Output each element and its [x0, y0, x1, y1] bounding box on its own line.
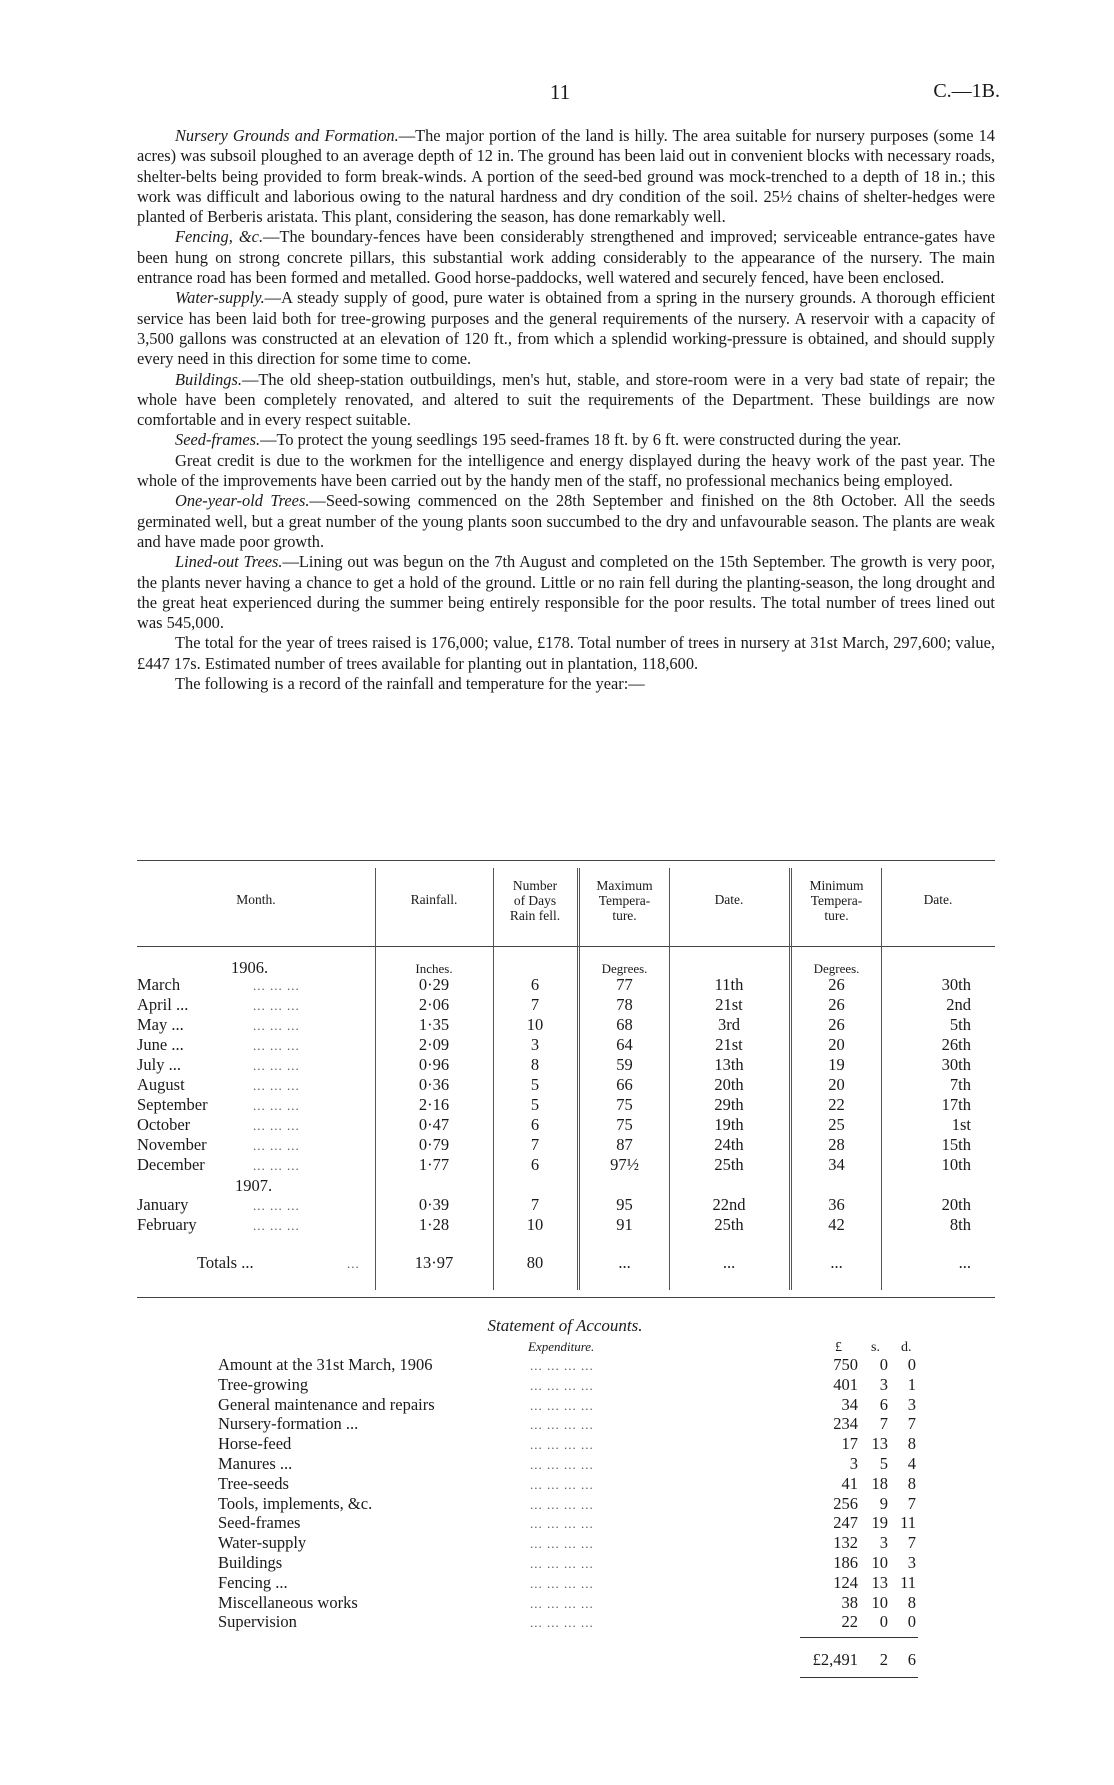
table-cell-month: November [137, 1135, 207, 1154]
account-pounds: 234 [833, 1414, 858, 1434]
total-underline [800, 1677, 918, 1678]
table-cell-month: May ... [137, 1015, 184, 1034]
account-shillings: 7 [879, 1414, 888, 1434]
table-cell-date1: 21st [715, 1035, 743, 1054]
account-shillings: 3 [879, 1533, 888, 1553]
table-cell-date2: 30th [941, 1055, 971, 1074]
table-cell-date1: 13th [714, 1055, 744, 1074]
paragraph-heading: Seed-frames. [175, 430, 261, 450]
paragraph [137, 451, 995, 492]
account-pence: 3 [907, 1553, 916, 1572]
paragraph-text: Great credit is due to the workmen for the intelligence and energy displayed during the heavy work of the past year. The whole of the improvements have been carried out by the handy men of the staff, no professional mechanics being employed. [137, 450, 995, 491]
account-shillings: 9 [879, 1493, 888, 1513]
leader-dots: ... ... ... [253, 1138, 300, 1153]
table-cell-date1: 22nd [712, 1195, 746, 1214]
table-cell-date2: 7th [949, 1075, 971, 1094]
leader-dots: ... ... ... ... [530, 1536, 594, 1552]
table-cell-days: 5 [530, 1075, 540, 1094]
table-cell-date1: 20th [714, 1075, 744, 1094]
account-pounds: 41 [841, 1473, 858, 1493]
table-cell-max: 97½ [610, 1155, 639, 1174]
table-cell-rain: 2·16 [418, 1095, 450, 1114]
table-cell-max: 64 [616, 1035, 633, 1054]
account-item-label: Seed-frames [218, 1513, 301, 1533]
account-pence: 8 [907, 1434, 916, 1454]
account-pounds: 124 [833, 1572, 858, 1592]
paragraph [137, 674, 995, 694]
table-cell-days: 5 [530, 1095, 540, 1114]
leader-dots: ... ... ... ... [530, 1358, 594, 1373]
account-pounds: 17 [841, 1434, 858, 1454]
unit-min: Degrees. [813, 961, 860, 976]
account-item-label: Miscellaneous works [218, 1592, 358, 1612]
account-pounds: 247 [833, 1513, 858, 1533]
table-cell-date2: 17th [941, 1095, 971, 1114]
table-totals-rain: 13·97 [414, 1253, 454, 1272]
header-min [792, 878, 881, 923]
table-cell-min: 19 [828, 1055, 845, 1074]
paragraph-text: The following is a record of the rainfall and temperature for the year:— [175, 674, 645, 694]
table-top-rule [137, 860, 995, 861]
table-cell-max: 66 [616, 1075, 633, 1094]
table-cell-days: 7 [530, 1195, 540, 1214]
leader-dots: ... ... ... ... [530, 1437, 594, 1453]
leader-dots: ... ... ... ... [530, 1417, 594, 1433]
account-pence: 7 [907, 1493, 916, 1513]
paragraph-text: —The old sheep-station outbuildings, men's hut, stable, and store-room were in a very bad state of repair; the whole have been completely renovated, and altered to suit the requirements of the Department. These buildings are now comfortable and in every respect suitable. [137, 369, 995, 430]
account-item-label: Nursery-formation ... [218, 1414, 359, 1434]
table-cell-date1: 21st [715, 995, 743, 1014]
table-cell-min: 26 [828, 1015, 845, 1034]
account-shillings: 3 [879, 1374, 888, 1394]
account-pounds: 401 [833, 1374, 858, 1394]
account-pence: 7 [907, 1414, 916, 1434]
table-cell-date2: 26th [941, 1035, 971, 1054]
leader-dots: ... ... ... [253, 1058, 300, 1073]
leader-dots: ... ... ... [253, 1118, 300, 1133]
table-cell-min: 26 [828, 995, 845, 1014]
paragraph-text: —Seed-sowing commenced on the 28th September and finished on the 8th October. All the seeds germinated well, but a great number of the young plants soon succumbed to the dry and unfavourable season. The plants are weak and have made poor growth. [137, 491, 995, 551]
leader-dots: ... ... ... [253, 998, 300, 1013]
header-date-min: Date. [923, 892, 953, 907]
account-item-label: Tree-growing [218, 1374, 309, 1394]
account-pounds: 34 [841, 1394, 858, 1414]
table-cell-date1: 3rd [718, 1015, 740, 1034]
account-pounds: 186 [833, 1553, 858, 1572]
account-shillings: 6 [879, 1394, 888, 1414]
table-cell-date1: 19th [714, 1115, 744, 1134]
account-pence: 4 [907, 1454, 916, 1473]
table-cell-date2: 2nd [946, 995, 971, 1014]
paragraph-heading: Nursery Grounds and Formation. [175, 126, 399, 145]
leader-dots: ... ... ... [253, 1018, 300, 1033]
table-totals-label: Totals ... [197, 1253, 254, 1272]
table-totals-date1: ... [722, 1253, 736, 1272]
account-shillings: 0 [879, 1355, 888, 1374]
account-item-label: Tools, implements, &c. [218, 1493, 373, 1513]
table-cell-days: 6 [530, 1115, 540, 1134]
paragraph-text: —Lining out was begun on the 7th August and completed on the 15th September. The growth is very poor, the plants never having a chance to get a hold of the ground. Little or no rain fell during the planting-season, the long drought and the great heat experienced during the summer being entirely responsible for the poor results. The total number of trees lined out was 545,000. [137, 552, 995, 633]
table-header-rule [137, 946, 995, 947]
table-cell-month: April ... [137, 995, 189, 1014]
account-pounds: 256 [833, 1493, 858, 1513]
table-cell-days: 8 [530, 1055, 540, 1074]
table-totals-days: 80 [526, 1253, 544, 1272]
accounts-title: Statement of Accounts. [487, 1316, 643, 1335]
account-item-label: Water-supply [218, 1533, 307, 1553]
account-shillings: 13 [871, 1572, 888, 1592]
header-min-line: Minimum [809, 878, 864, 893]
table-cell-min: 34 [828, 1155, 845, 1174]
paragraph [137, 227, 995, 288]
page-number: 11 [549, 80, 571, 104]
table-cell-date1: 25th [714, 1155, 744, 1174]
table-cell-max: 59 [616, 1055, 633, 1074]
paragraph [137, 552, 995, 633]
leader-dots: ... ... ... ... [530, 1615, 594, 1631]
paragraph [137, 491, 995, 552]
account-pounds: 38 [841, 1592, 858, 1612]
account-shillings: 10 [871, 1592, 888, 1612]
table-cell-days: 7 [530, 995, 540, 1014]
paragraph-heading: Water-supply. [175, 288, 265, 308]
header-max-line: ture. [612, 908, 637, 923]
table-cell-max: 78 [616, 995, 633, 1014]
table-cell-date2: 20th [941, 1195, 971, 1214]
table-cell-date1: 11th [714, 975, 744, 994]
header-days [493, 878, 577, 923]
table-cell-days: 7 [530, 1135, 540, 1154]
account-pounds: 750 [833, 1355, 858, 1374]
table-cell-month: September [137, 1095, 208, 1114]
year-label: 1907. [235, 1176, 273, 1195]
leader-dots: ... ... ... [253, 1158, 300, 1173]
header-max-line: Tempera- [598, 893, 651, 908]
table-cell-max: 91 [616, 1215, 633, 1234]
paragraph [137, 633, 995, 674]
account-item-label: General maintenance and repairs [218, 1394, 435, 1414]
table-cell-rain: 0·29 [418, 975, 450, 994]
table-cell-rain: 2·06 [418, 995, 450, 1014]
table-cell-min: 28 [828, 1135, 845, 1154]
table-totals-max: ... [618, 1253, 631, 1272]
account-item-label: Buildings [218, 1553, 283, 1572]
paragraph-text: —The boundary-fences have been considerably strengthened and improved; serviceable entrance-gates have been hung on strong concrete pillars, this substantial work adding considerably to the appearance of the nursery. The main entrance road has been formed and metalled. Good horse-paddocks, well watered and securely fenced, have been enclosed. [137, 227, 995, 288]
account-item-label: Supervision [218, 1612, 297, 1632]
header-min-line: Tempera- [810, 893, 863, 908]
table-cell-date1: 25th [714, 1215, 744, 1234]
table-cell-rain: 0·79 [418, 1135, 450, 1154]
leader-dots: ... ... ... ... [530, 1476, 594, 1492]
table-cell-date2: 8th [949, 1215, 971, 1234]
account-pence: 11 [900, 1572, 916, 1592]
account-shillings: 18 [871, 1473, 888, 1493]
table-cell-date1: 29th [714, 1095, 744, 1114]
paragraph-heading: One-year-old Trees. [175, 491, 310, 511]
leader-dots: ... ... ... ... [530, 1595, 594, 1611]
table-cell-date2: 10th [941, 1155, 971, 1174]
account-shillings: 13 [871, 1434, 888, 1454]
account-item-label: Fencing ... [218, 1572, 288, 1592]
table-totals-min: ... [830, 1253, 843, 1272]
table-cell-month: March [137, 975, 181, 994]
table-cell-min: 20 [828, 1035, 845, 1054]
leader-dots: ... ... ... [253, 978, 300, 993]
table-cell-date2: 30th [941, 975, 971, 994]
account-pence: 1 [907, 1374, 916, 1394]
year-label: 1906. [231, 958, 269, 977]
account-pounds: 22 [841, 1612, 858, 1632]
total-shillings: 2 [879, 1650, 888, 1669]
table-cell-min: 26 [828, 975, 845, 994]
total-pence: 6 [907, 1650, 916, 1669]
table-cell-min: 36 [828, 1195, 845, 1214]
account-pence: 8 [907, 1592, 916, 1612]
account-pence: 8 [907, 1473, 916, 1493]
header-days-line: Rain fell. [509, 908, 561, 923]
total-rule [800, 1637, 918, 1638]
paragraph [137, 126, 995, 227]
header-max-line: Maximum [596, 878, 653, 893]
account-pence: 0 [907, 1612, 916, 1632]
table-cell-month: October [137, 1115, 191, 1134]
pounds-label: £ [835, 1340, 842, 1355]
table-bottom-rule [137, 1297, 995, 1298]
table-cell-date2: 5th [949, 1015, 971, 1034]
paragraph-heading: Lined-out Trees. [175, 552, 283, 572]
table-cell-date2: 15th [941, 1135, 971, 1154]
unit-rainfall: Inches. [415, 961, 453, 976]
total-pounds: £2,491 [812, 1650, 858, 1669]
table-cell-days: 6 [530, 975, 540, 994]
paragraph-heading: Buildings. [175, 369, 242, 389]
account-item-label: Tree-seeds [218, 1473, 289, 1493]
paragraph-heading: Fencing, &c. [175, 227, 264, 247]
table-cell-rain: 1·35 [418, 1015, 450, 1034]
paragraph [137, 370, 995, 431]
table-cell-min: 25 [828, 1115, 845, 1134]
table-cell-month: August [137, 1075, 185, 1094]
account-item-label: Manures ... [218, 1454, 293, 1473]
leader-dots: ... ... ... [253, 1038, 300, 1053]
account-pounds: 3 [849, 1454, 858, 1473]
table-cell-max: 68 [616, 1015, 633, 1034]
account-item-label: Horse-feed [218, 1434, 292, 1454]
document-reference: C.—1B. [933, 80, 1000, 102]
paragraph-text: The total for the year of trees raised is 176,000; value, £178. Total number of trees in nursery at 31st March, 297,600; value, £447 17s. Estimated number of trees available for planting out in plantation, 118,600. [137, 633, 995, 673]
leader-dots: ... ... ... ... [530, 1377, 594, 1393]
table-cell-days: 10 [526, 1215, 544, 1234]
header-days-line: of Days [513, 893, 557, 908]
table-cell-month: December [137, 1155, 205, 1174]
account-pence: 11 [900, 1513, 916, 1533]
unit-max: Degrees. [601, 961, 648, 976]
table-cell-max: 87 [616, 1135, 633, 1154]
table-cell-month: July ... [137, 1055, 182, 1074]
table-cell-days: 3 [530, 1035, 540, 1054]
header-month: Month. [236, 892, 276, 907]
leader-dots: ... [347, 1256, 360, 1271]
paragraph-text: —A steady supply of good, pure water is obtained from a spring in the nursery grounds. A thorough efficient service has been laid both for tree-growing purposes and the general requirements of the nursery. A reservoir with a capacity of 3,500 gallons was constructed at an elevation of 120 ft., from which a splendid working-pressure is obtained, and should supply every need in this direction for some time to come. [137, 288, 995, 369]
paragraph-text: —To protect the young seedlings 195 seed-frames 18 ft. by 6 ft. were constructed during the year. [260, 430, 902, 450]
report-body [137, 126, 995, 694]
table-totals-date2: ... [958, 1253, 971, 1272]
table-cell-max: 75 [616, 1115, 633, 1134]
account-pence: 3 [907, 1394, 916, 1414]
header-min-line: ture. [824, 908, 849, 923]
table-cell-month: February [137, 1215, 197, 1234]
header-max [580, 878, 669, 923]
table-cell-max: 77 [616, 975, 633, 994]
header-rainfall: Rainfall. [410, 892, 458, 907]
account-shillings: 10 [871, 1553, 888, 1572]
table-cell-rain: 0·36 [418, 1075, 450, 1094]
account-pounds: 132 [833, 1533, 858, 1553]
table-cell-min: 42 [828, 1215, 845, 1234]
leader-dots: ... ... ... [253, 1198, 300, 1213]
table-cell-min: 22 [828, 1095, 845, 1114]
leader-dots: ... ... ... ... [530, 1457, 594, 1472]
table-cell-rain: 0·39 [418, 1195, 450, 1214]
leader-dots: ... ... ... ... [530, 1516, 594, 1532]
table-cell-rain: 0·47 [418, 1115, 450, 1134]
shillings-label: s. [871, 1340, 880, 1355]
table-cell-min: 20 [828, 1075, 845, 1094]
table-cell-month: January [137, 1195, 189, 1214]
account-shillings: 19 [871, 1513, 888, 1533]
leader-dots: ... ... ... ... [530, 1575, 594, 1591]
account-shillings: 0 [879, 1612, 888, 1632]
table-cell-max: 95 [616, 1195, 633, 1214]
leader-dots: ... ... ... [253, 1098, 300, 1113]
table-cell-rain: 1·77 [418, 1155, 450, 1174]
account-pence: 0 [907, 1355, 916, 1374]
leader-dots: ... ... ... [253, 1078, 300, 1093]
table-cell-rain: 1·28 [418, 1215, 450, 1234]
paragraph-text: —The major portion of the land is hilly. The area suitable for nursery purposes (some 14 acres) was subsoil ploughed to an average depth of 12 in. The ground has been laid out in convenient blocks with necessary roads, shelter-belts being provided to form break-winds. A portion of the seed-bed ground was mock-trenched to a depth of 18 in.; this work was difficult and laborious owing to the natural hardness and dry condition of the soil. 25½ chains of shelter-hedges were planted of Berberis aristata. This plant, considering the season, has done remarkably well. [137, 126, 995, 227]
table-cell-rain: 2·09 [418, 1035, 450, 1054]
leader-dots: ... ... ... [253, 1218, 300, 1233]
header-date-max: Date. [714, 892, 744, 907]
rainfall-temperature-table [137, 860, 995, 1302]
table-cell-days: 6 [530, 1155, 540, 1174]
account-item-label: Amount at the 31st March, 1906 [218, 1355, 433, 1374]
paragraph [137, 430, 995, 450]
table-cell-rain: 0·96 [418, 1055, 450, 1074]
table-cell-max: 75 [616, 1095, 633, 1114]
paragraph [137, 288, 995, 369]
leader-dots: ... ... ... ... [530, 1397, 594, 1413]
accounts-subtitle: Expenditure. [528, 1339, 595, 1354]
table-cell-days: 10 [526, 1015, 544, 1034]
leader-dots: ... ... ... ... [530, 1496, 594, 1512]
account-shillings: 5 [879, 1454, 888, 1473]
pence-label: d. [901, 1340, 912, 1355]
table-cell-month: June ... [137, 1035, 184, 1054]
table-cell-date2: 1st [951, 1115, 971, 1134]
table-cell-date1: 24th [714, 1135, 744, 1154]
account-pence: 7 [907, 1533, 916, 1553]
header-days-line: Number [512, 878, 558, 893]
leader-dots: ... ... ... ... [530, 1556, 594, 1571]
